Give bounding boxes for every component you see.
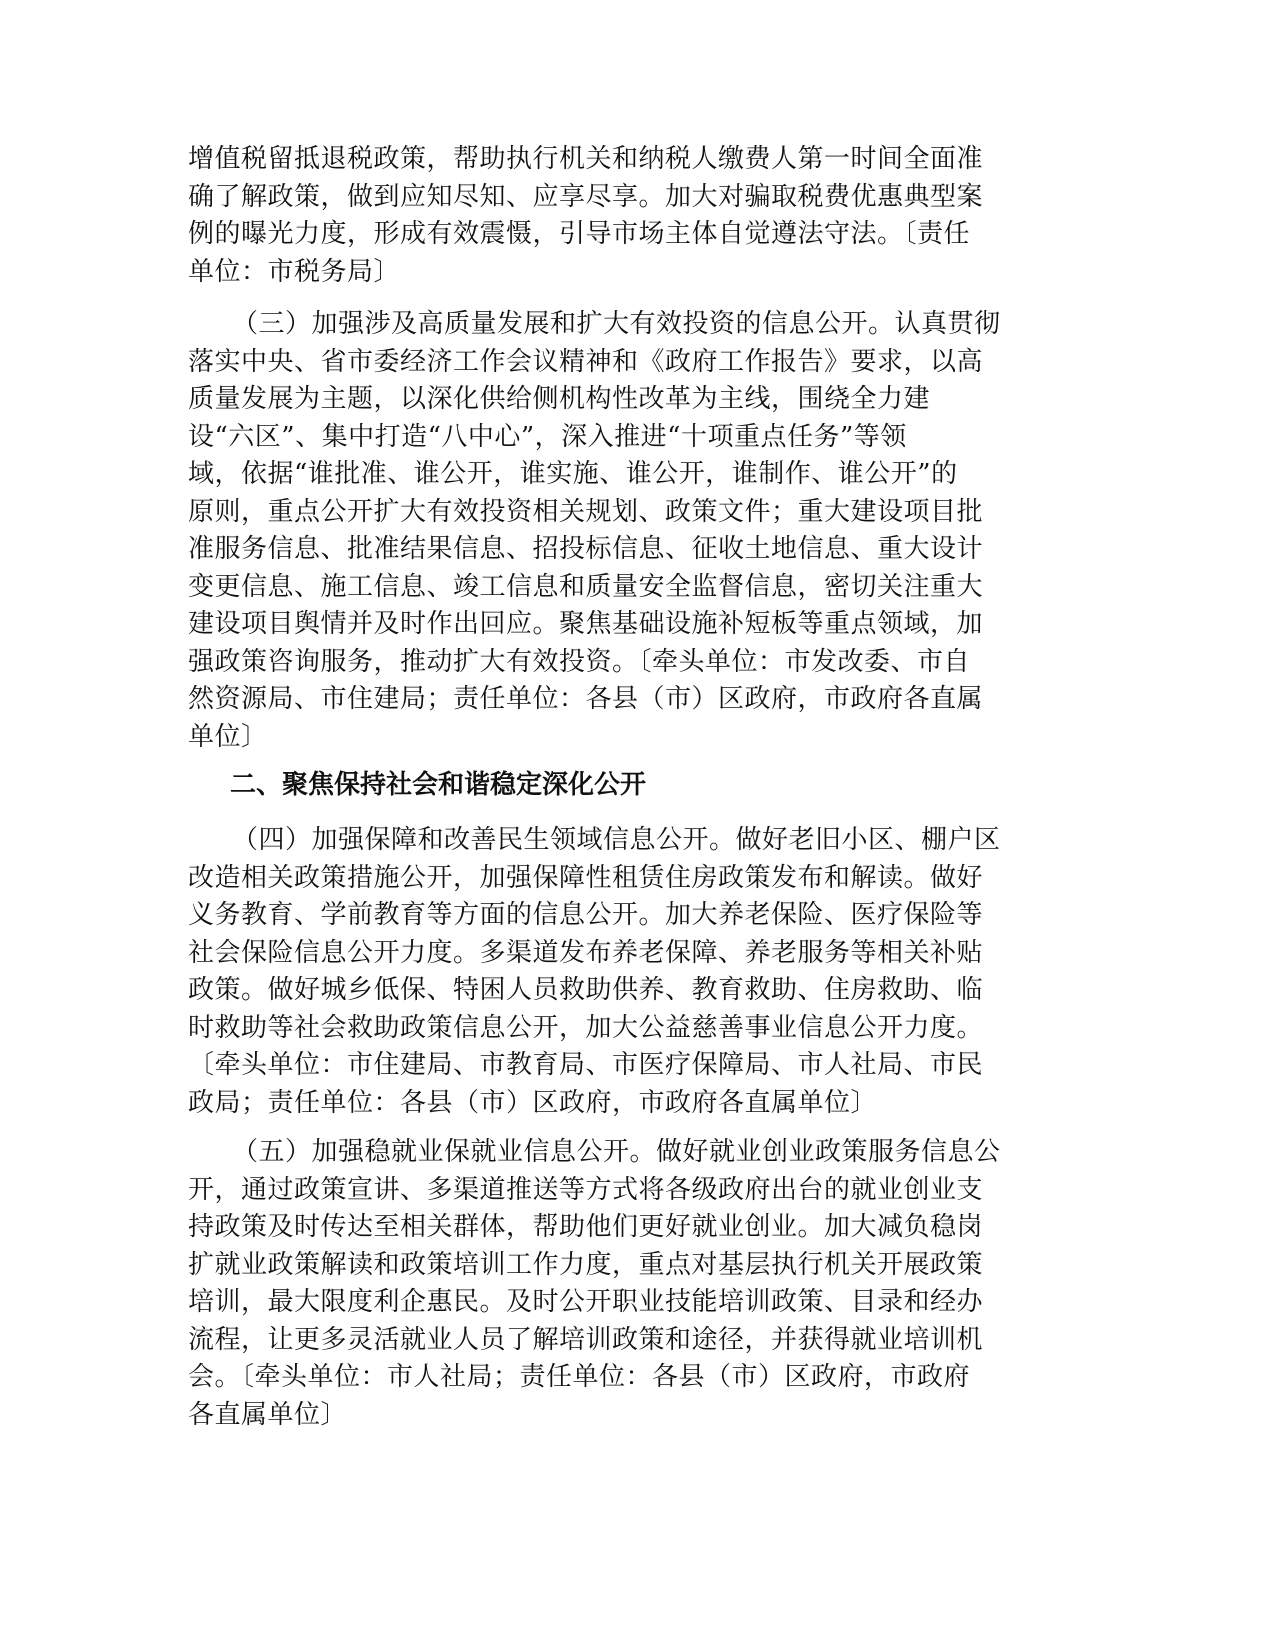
paragraph-line: 会。〔牵头单位：市人社局；责任单位：各县（市）区政府，市政府 — [188, 1362, 971, 1392]
paragraph-line: 流程，让更多灵活就业人员了解培训政策和途径，并获得就业培训机 — [188, 1324, 984, 1355]
section-heading: 二、聚焦保持社会和谐稳定深化公开 — [230, 770, 647, 800]
paragraph-line: 培训，最大限度利企惠民。及时公开职业技能培训政策、目录和经办 — [188, 1287, 984, 1317]
paragraph-line: 各直属单位〕 — [188, 1399, 348, 1430]
paragraph-line: （五）加强稳就业保就业信息公开。做好就业创业政策服务信息公 — [232, 1137, 1001, 1167]
paragraph-line: （三）加强涉及高质量发展和扩大有效投资的信息公开。认真贯彻 — [232, 309, 1001, 339]
paragraph-4 — [188, 822, 1068, 1122]
paragraph-line: 单位〕 — [188, 721, 268, 752]
paragraph-line: （四）加强保障和改善民生领域信息公开。做好老旧小区、棚户区 — [232, 825, 1001, 855]
paragraph-line: 然资源局、市住建局；责任单位：各县（市）区政府，市政府各直属 — [188, 684, 984, 714]
paragraph-line: 质量发展为主题，以深化供给侧机构性改革为主线，围绕全力建 — [188, 384, 931, 414]
paragraph-3 — [188, 306, 1068, 756]
paragraph-line: 〔牵头单位：市住建局、市教育局、市医疗保障局、市人社局、市民 — [188, 1050, 984, 1080]
paragraph-line: 扩就业政策解读和政策培训工作力度，重点对基层执行机关开展政策 — [188, 1249, 984, 1280]
paragraph-line: 确了解政策，做到应知尽知、应享尽享。加大对骗取税费优惠典型案 — [188, 181, 984, 212]
paragraph-line: 强政策咨询服务，推动扩大有效投资。〔牵头单位：市发改委、市自 — [188, 646, 971, 677]
paragraph-5 — [188, 1134, 1068, 1434]
paragraph-line: 域，依据“谁批准、谁公开，谁实施、谁公开，谁制作、谁公开”的 — [188, 459, 958, 489]
paragraph-line: 义务教育、学前教育等方面的信息公开。加大养老保险、医疗保险等 — [188, 900, 984, 930]
paragraph-line: 建设项目舆情并及时作出回应。聚焦基础设施补短板等重点领域，加 — [188, 609, 984, 639]
paragraph-line: 开，通过政策宣讲、多渠道推送等方式将各级政府出台的就业创业支 — [188, 1174, 984, 1205]
paragraph-line: 持政策及时传达至相关群体，帮助他们更好就业创业。加大减负稳岗 — [188, 1212, 984, 1242]
paragraph-line: 政局；责任单位：各县（市）区政府，市政府各直属单位〕 — [188, 1087, 878, 1118]
intro-paragraph — [188, 141, 1068, 291]
paragraph-line: 例的曝光力度，形成有效震慑，引导市场主体自觉遵法守法。〔责任 — [188, 219, 971, 249]
paragraph-line: 设“六区”、集中打造“八中心”，深入推进“十项重点任务”等领 — [188, 421, 907, 452]
paragraph-line: 变更信息、施工信息、竣工信息和质量安全监督信息，密切关注重大 — [188, 571, 984, 602]
paragraph-line: 社会保险信息公开力度。多渠道发布养老保障、养老服务等相关补贴 — [188, 937, 984, 968]
paragraph-line: 改造相关政策措施公开，加强保障性租赁住房政策发布和解读。做好 — [188, 862, 984, 893]
paragraph-line: 准服务信息、批准结果信息、招投标信息、征收土地信息、重大设计 — [188, 534, 984, 564]
paragraph-line: 时救助等社会救助政策信息公开，加大公益慈善事业信息公开力度。 — [188, 1012, 984, 1043]
paragraph-line: 增值税留抵退税政策，帮助执行机关和纳税人缴费人第一时间全面准 — [188, 144, 984, 174]
paragraph-line: 原则，重点公开扩大有效投资相关规划、政策文件；重大建设项目批 — [188, 496, 984, 527]
paragraph-line: 落实中央、省市委经济工作会议精神和《政府工作报告》要求，以高 — [188, 346, 984, 377]
paragraph-line: 单位：市税务局〕 — [188, 256, 401, 287]
paragraph-line: 政策。做好城乡低保、特困人员救助供养、教育救助、住房救助、临 — [188, 975, 984, 1005]
